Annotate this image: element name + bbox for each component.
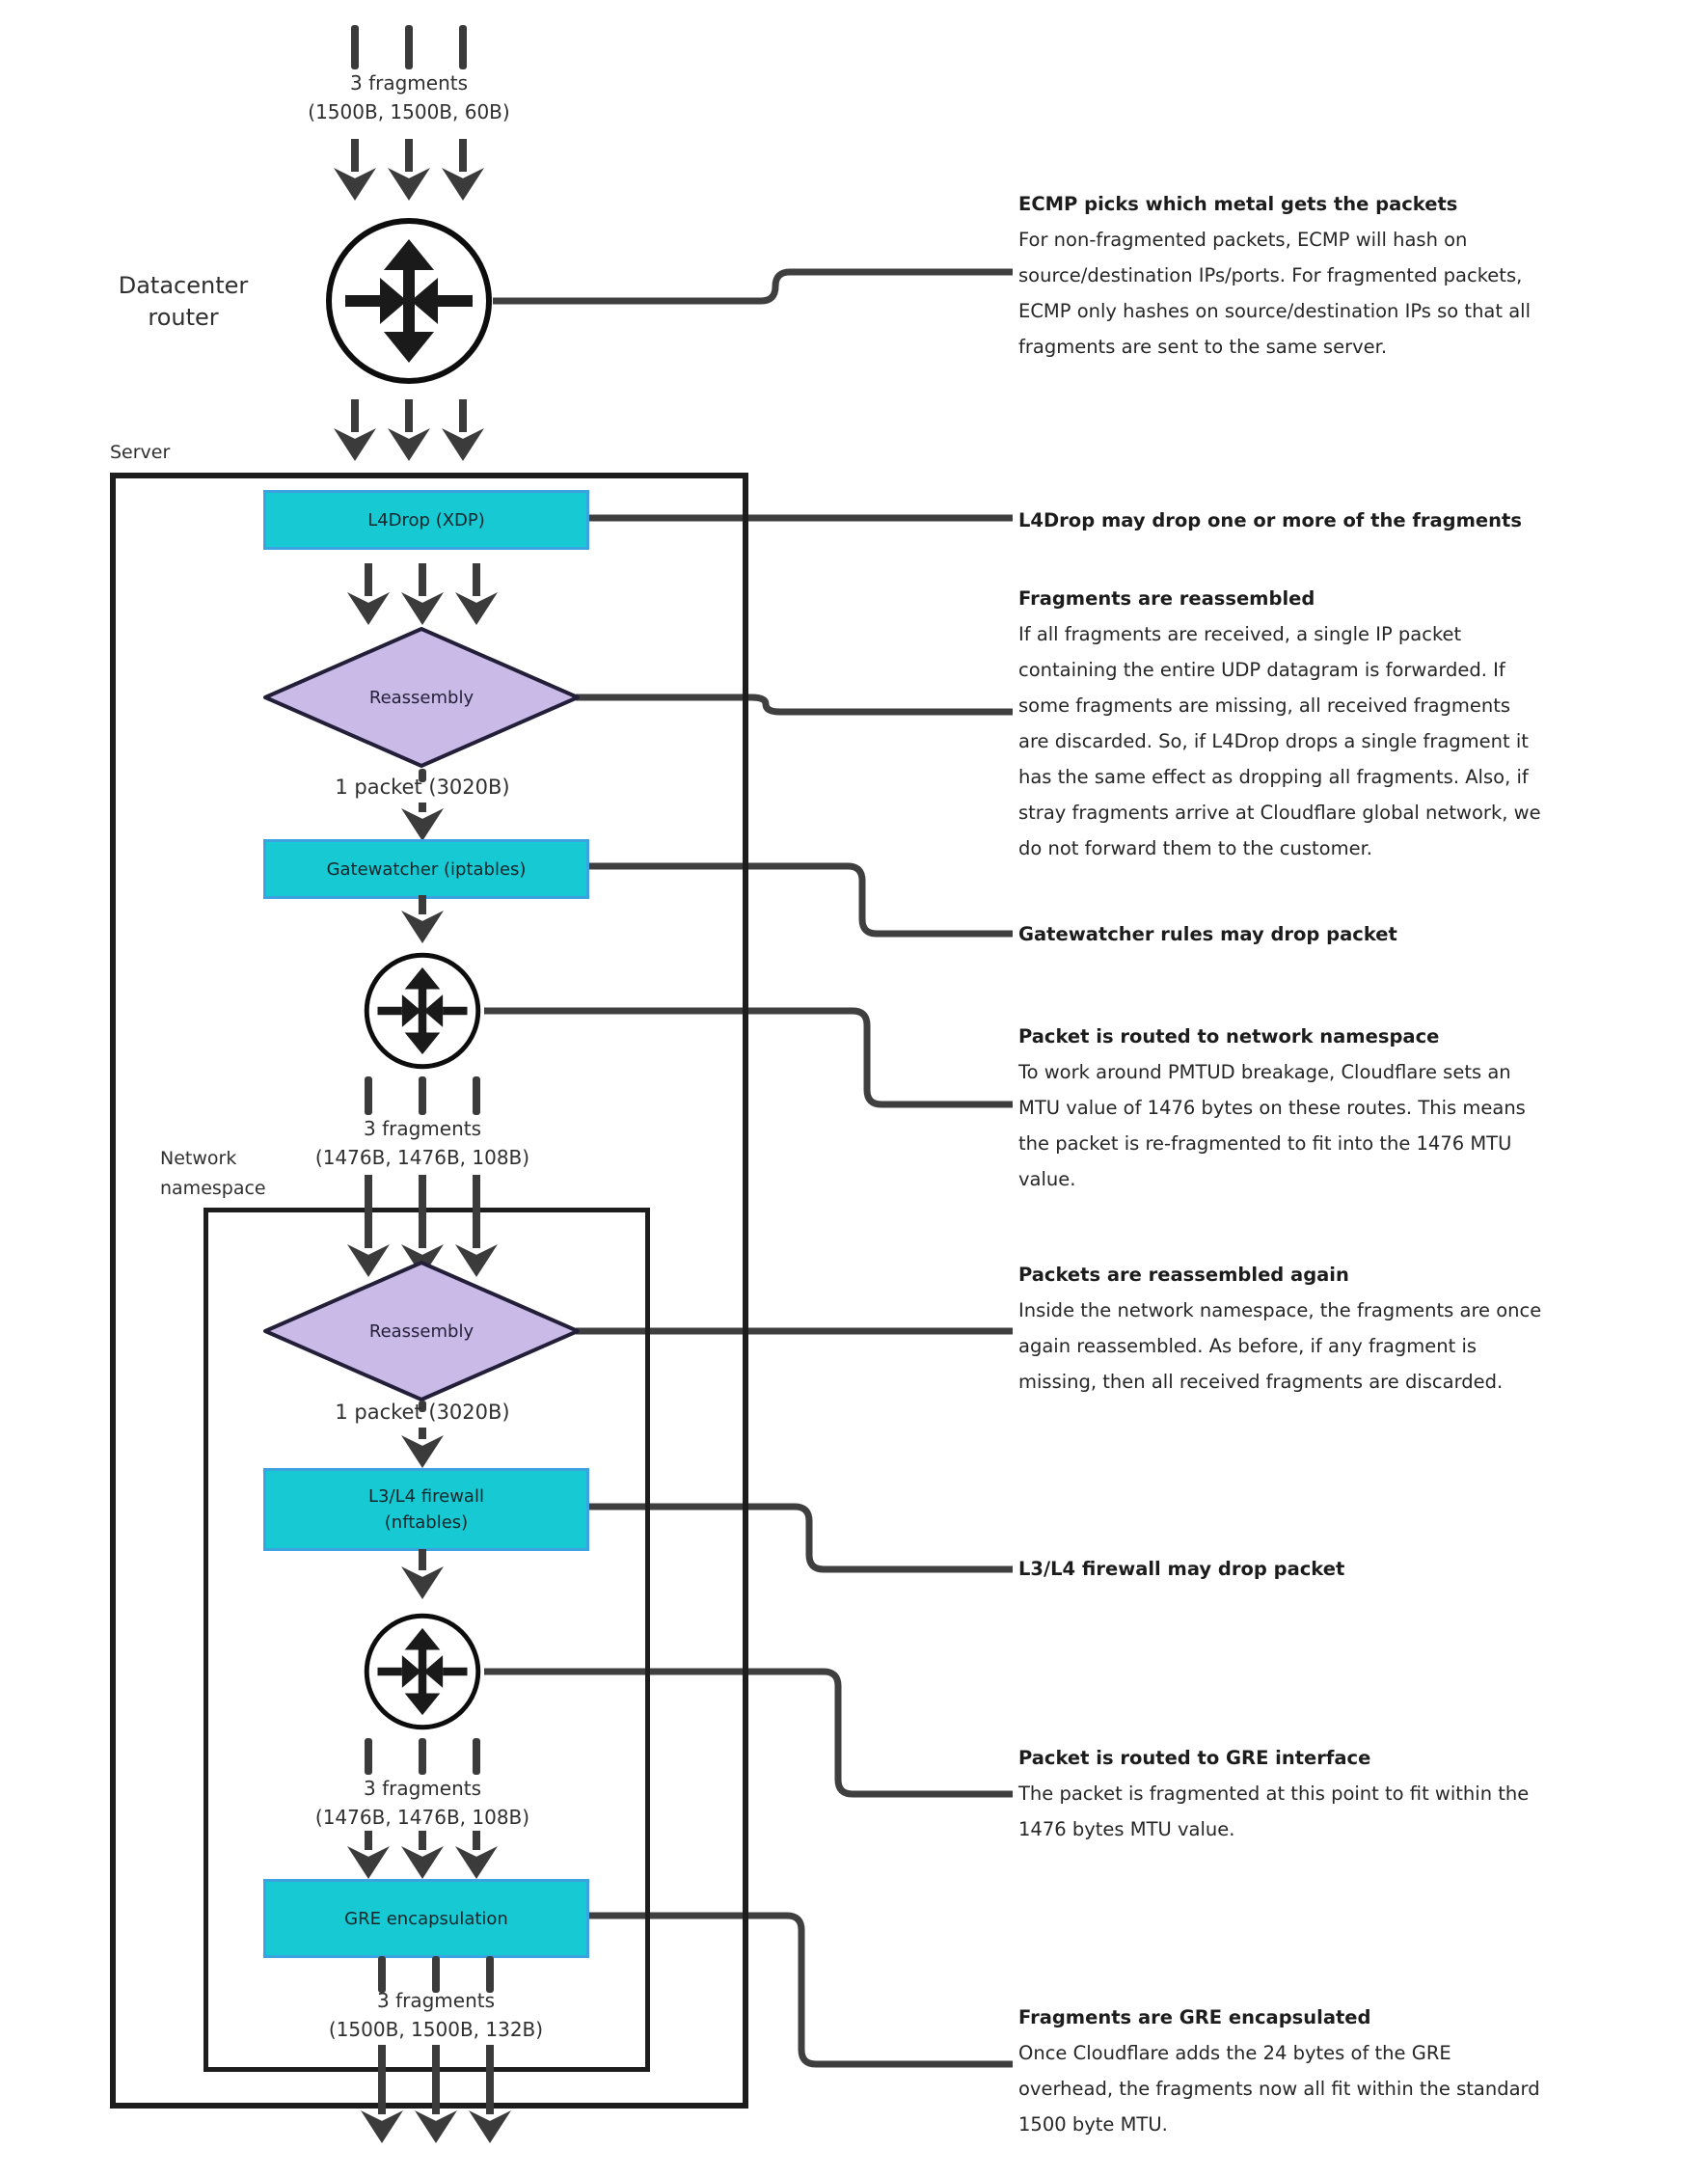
- down-arrow: [442, 139, 484, 201]
- router-icon: [363, 951, 482, 1071]
- reassembly-1-label: Reassembly: [368, 687, 474, 708]
- firewall-box: [263, 1468, 589, 1551]
- annotation-heading: L4Drop may drop one or more of the fragments: [1018, 509, 1522, 531]
- input-fragments-sizes: (1500B, 1500B, 60B): [308, 100, 510, 123]
- down-arrow: [455, 563, 498, 625]
- down-arrow: [334, 399, 376, 461]
- wire-ecmp: [493, 272, 1013, 301]
- reassembly-diamond-2: [262, 1260, 581, 1402]
- l4drop-label: L4Drop (XDP): [367, 509, 485, 531]
- netns-fragments-count: 3 fragments: [363, 1117, 482, 1140]
- gre-box: [263, 1879, 589, 1958]
- annotation-gatewatcher: [1018, 916, 1694, 952]
- down-arrow: [401, 803, 444, 841]
- down-arrow: [388, 139, 430, 201]
- fragment-dash: [365, 1076, 372, 1115]
- annotation-l4drop: [1018, 503, 1694, 538]
- gre-fragments-count: 3 fragments: [363, 1777, 482, 1800]
- annotation-body: Inside the network namespace, the fragments are once again reassembled. As before, if any fragment is missing, then all received fragments are discarded.: [1018, 1299, 1542, 1393]
- gre-fragments-sizes: (1476B, 1476B, 108B): [314, 1806, 530, 1829]
- packet-1-label: 1 packet (3020B): [335, 776, 510, 799]
- input-fragments-count: 3 fragments: [349, 71, 469, 95]
- annotation-heading: ECMP picks which metal gets the packets: [1018, 193, 1458, 215]
- gre-label: GRE encapsulation: [344, 1908, 508, 1929]
- annotation-body: For non-fragmented packets, ECMP will hash on source/destination IPs/ports. For fragmented packets, ECMP only hashes on source/destination IPs so that all fragments are sent to the same server.: [1018, 229, 1532, 358]
- datacenter-router-label: Datacenter router: [118, 272, 249, 331]
- annotation-heading: L3/L4 firewall may drop packet: [1018, 1558, 1345, 1580]
- down-arrow: [334, 139, 376, 201]
- fragment-dash: [378, 1956, 386, 1993]
- annotation-ecmp: [1018, 186, 1694, 365]
- down-arrow: [347, 563, 390, 625]
- annotation-reassembled: [1018, 581, 1694, 866]
- annotation-body: If all fragments are received, a single IP packet containing the entire UDP datagram is forwarded. If some fragments are missing, all received fragments are discarded. So, if L4Drop drops a single fragment it has the same effect as dropping all fragments. Also, if stray fragments arrive at Cloudflare global network, we do not forward them to the customer.: [1018, 623, 1541, 859]
- fragment-dash: [459, 25, 467, 69]
- annotation-body: Once Cloudflare adds the 24 bytes of the GRE overhead, the fragments now all fit within the standard 1500 byte MTU.: [1018, 2042, 1540, 2136]
- fragment-dash: [405, 25, 413, 69]
- down-arrow: [347, 1831, 390, 1879]
- down-arrow: [469, 2045, 511, 2143]
- router-icon: [324, 216, 494, 386]
- annotation-body: The packet is fragmented at this point to fit within the 1476 bytes MTU value.: [1018, 1782, 1530, 1840]
- router-icon: [363, 1612, 482, 1731]
- annotation-heading: Gatewatcher rules may drop packet: [1018, 923, 1397, 945]
- fragment-dash: [419, 1076, 426, 1115]
- fragment-dash: [432, 1956, 440, 1993]
- server-label: Server: [110, 442, 171, 463]
- annotation-heading: Packet is routed to network namespace: [1018, 1025, 1440, 1048]
- annotation-heading: Fragments are GRE encapsulated: [1018, 2006, 1371, 2028]
- netns-fragments-sizes: (1476B, 1476B, 108B): [314, 1146, 530, 1169]
- reassembly-2-label: Reassembly: [368, 1320, 474, 1342]
- fragment-dash: [486, 1956, 494, 1993]
- down-arrow: [388, 399, 430, 461]
- down-arrow: [401, 1831, 444, 1879]
- reassembly-diamond-1: [262, 626, 581, 769]
- down-arrow: [415, 2045, 457, 2143]
- annotation-routed-netns: [1018, 1019, 1694, 1197]
- annotation-reassembled-again: [1018, 1257, 1694, 1400]
- fragment-dash: [365, 1738, 372, 1775]
- output-fragments-count: 3 fragments: [376, 1989, 496, 2012]
- down-arrow: [442, 399, 484, 461]
- fragment-dash: [473, 1076, 480, 1115]
- l4drop-box: [263, 490, 589, 550]
- down-arrow: [455, 1831, 498, 1879]
- annotation-firewall: [1018, 1551, 1694, 1587]
- annotation-gre-encapsulated: [1018, 2000, 1694, 2142]
- fragment-dash: [351, 25, 359, 69]
- network-namespace-label: Network namespace: [160, 1148, 266, 1199]
- down-arrow: [401, 1428, 444, 1468]
- annotation-body: To work around PMTUD breakage, Cloudflare sets an MTU value of 1476 bytes on these routes. This means the packet is re-fragmented to fit into the 1476 MTU value.: [1018, 1061, 1526, 1190]
- packet-2-label: 1 packet (3020B): [335, 1401, 510, 1424]
- fragment-dash: [473, 1738, 480, 1775]
- firewall-label: L3/L4 firewall (nftables): [368, 1486, 484, 1533]
- fragment-dash: [419, 1738, 426, 1775]
- annotation-heading: Fragments are reassembled: [1018, 587, 1315, 610]
- down-arrow: [361, 2045, 403, 2143]
- annotation-heading: Packets are reassembled again: [1018, 1264, 1349, 1286]
- down-arrow: [401, 563, 444, 625]
- down-arrow: [401, 1549, 444, 1599]
- annotation-heading: Packet is routed to GRE interface: [1018, 1747, 1371, 1769]
- down-arrow: [401, 895, 444, 943]
- gatewatcher-box: [263, 839, 589, 899]
- gatewatcher-label: Gatewatcher (iptables): [326, 858, 527, 880]
- output-fragments-sizes: (1500B, 1500B, 132B): [328, 2018, 544, 2041]
- annotation-routed-gre: [1018, 1740, 1694, 1847]
